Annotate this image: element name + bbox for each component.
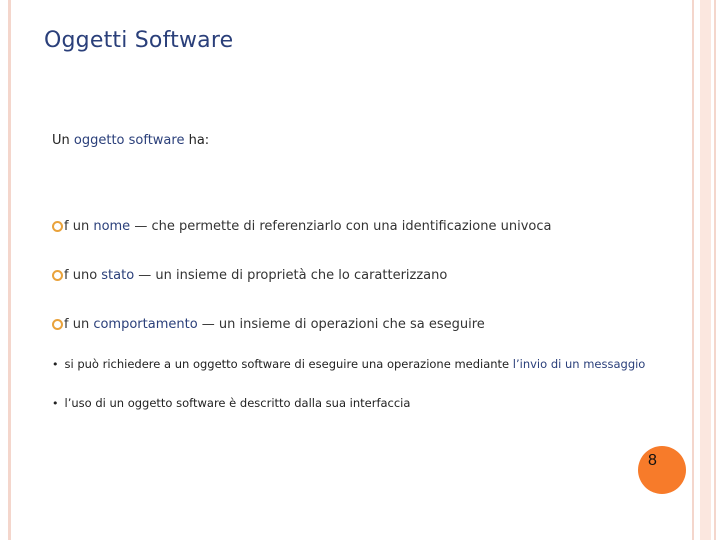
sub-item-messaggio — [52, 357, 645, 371]
sub-item-text: si può richiedere a un oggetto software di eseguire una operazione mediante — [64, 357, 513, 371]
sub-item-text: l’uso di un oggetto software è descritto dalla sua interfaccia — [64, 396, 411, 410]
page-number: 8 — [648, 452, 657, 469]
bullet-ring-icon — [52, 270, 63, 281]
bullet-ring-icon — [52, 221, 63, 232]
item-prefix: f un — [64, 316, 94, 332]
item-highlight: comportamento — [93, 316, 198, 332]
list-item-stato — [52, 266, 447, 284]
page-number-badge — [638, 446, 686, 494]
item-highlight: nome — [93, 218, 131, 234]
sub-item-highlight: l’invio di un messaggio — [512, 357, 646, 371]
list-item-nome — [52, 217, 551, 235]
item-prefix: f un — [64, 218, 94, 234]
intro-highlight: oggetto software — [73, 133, 185, 148]
item-suffix: — che permette di referenziarlo con una identificazione univoca — [130, 218, 552, 234]
list-item-comportamento — [52, 315, 485, 333]
intro-suffix: ha: — [184, 133, 210, 148]
sub-bullet: • — [52, 396, 59, 410]
frame-left-line — [8, 0, 11, 540]
bullet-ring-icon — [52, 319, 63, 330]
item-highlight: stato — [101, 267, 135, 283]
frame-right-line — [692, 0, 694, 540]
item-suffix: — un insieme di proprietà che lo caratterizzano — [134, 267, 448, 283]
sub-item-interfaccia — [52, 396, 410, 410]
frame-right-band — [700, 0, 711, 540]
intro-text — [52, 133, 209, 148]
frame-right-line-outer — [714, 0, 716, 540]
sub-bullet: • — [52, 357, 59, 371]
slide-title: Oggetti Software — [44, 28, 234, 53]
item-suffix: — un insieme di operazioni che sa eseguire — [197, 316, 485, 332]
item-prefix: f uno — [64, 267, 102, 283]
intro-prefix: Un — [52, 133, 74, 148]
